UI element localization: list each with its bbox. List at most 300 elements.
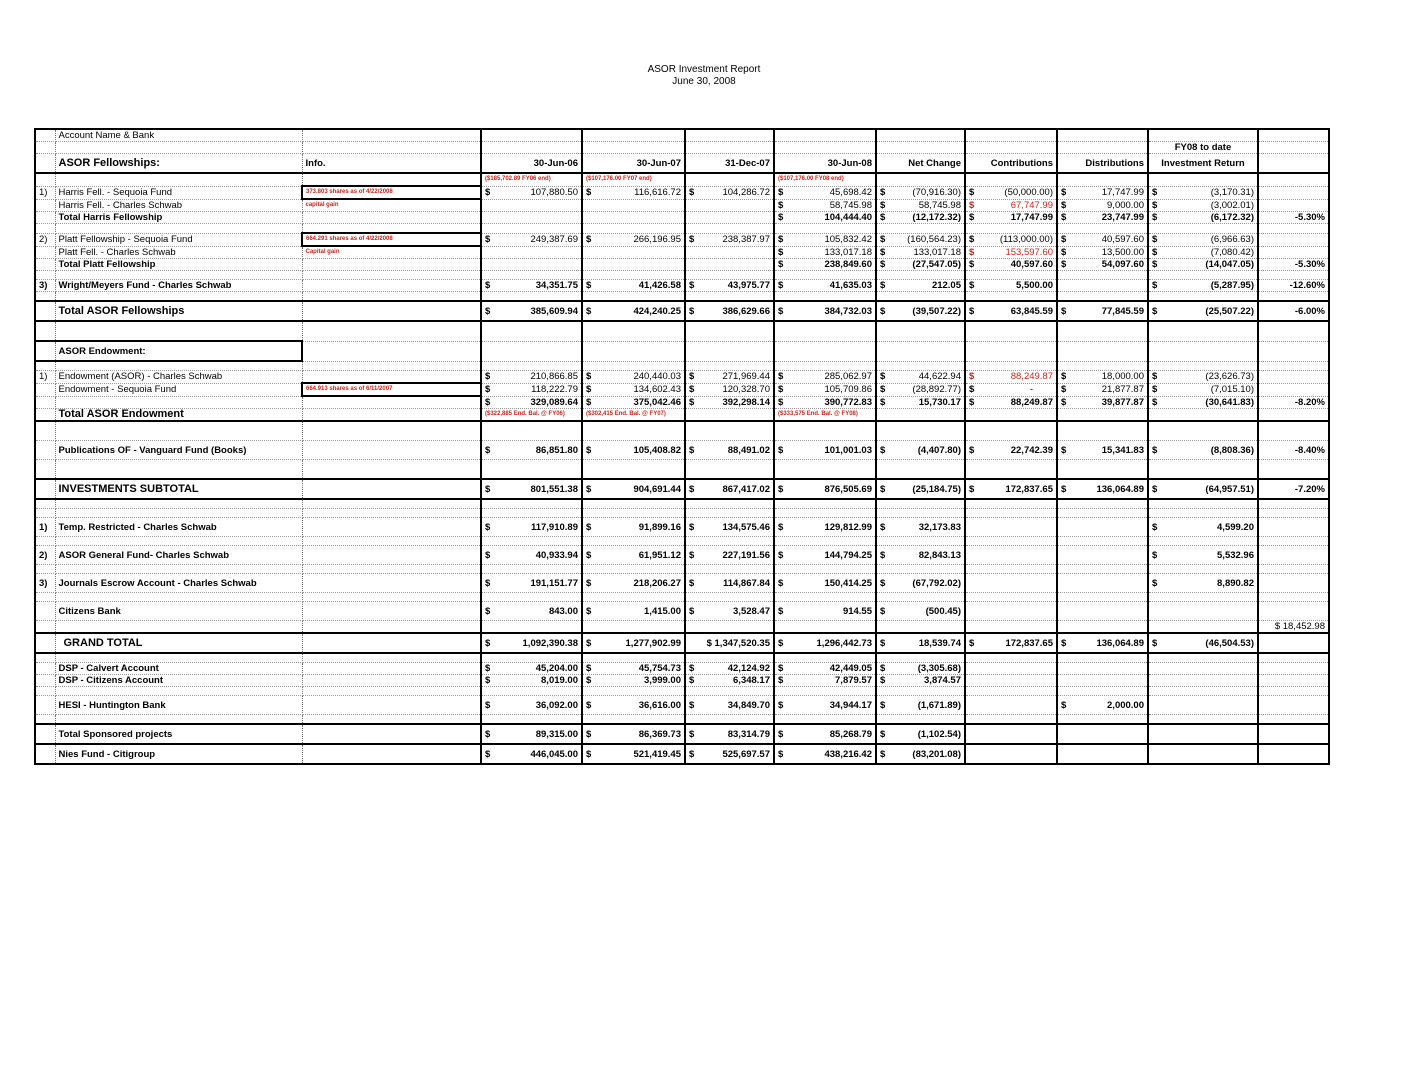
dollar-sign: $ <box>778 521 784 533</box>
cell-value: (5,287.95) <box>1210 280 1254 291</box>
table-cell <box>685 199 774 212</box>
table-cell <box>35 565 55 574</box>
cell-value: (6,172.32) <box>1210 212 1254 223</box>
dollar-sign: $ <box>969 396 975 408</box>
table-cell <box>965 593 1057 602</box>
table-cell <box>685 142 774 154</box>
note-fy06: ($185,702.89 FY06 end) <box>481 173 582 186</box>
dollar-sign: $ <box>1152 483 1158 495</box>
table-row <box>35 518 1329 537</box>
cell-value: 384,732.03 <box>824 305 872 317</box>
table-cell <box>1057 173 1148 186</box>
cell-value: 41,635.03 <box>829 280 872 291</box>
cell-value: 249,387.69 <box>530 234 578 245</box>
table-cell <box>965 696 1057 715</box>
table-cell <box>685 696 774 715</box>
table-cell <box>1258 715 1329 725</box>
table-cell <box>1258 460 1329 480</box>
table-cell <box>302 341 481 361</box>
table-cell <box>965 233 1057 246</box>
table-cell <box>876 292 965 302</box>
table-cell <box>876 675 965 687</box>
table-cell <box>774 460 876 480</box>
dollar-sign: $ <box>1152 199 1158 211</box>
dollar-sign: $ <box>689 396 695 408</box>
table-cell <box>1148 602 1258 621</box>
table-cell <box>1148 460 1258 480</box>
col-31dec07: 31-Dec-07 <box>685 154 774 174</box>
table-cell <box>685 460 774 480</box>
dollar-sign: $ <box>880 259 886 270</box>
table-cell <box>302 744 481 764</box>
dollar-sign: $ <box>880 212 886 223</box>
cell-value: 2,000.00 <box>1107 699 1144 711</box>
dollar-sign: $ <box>1152 234 1158 245</box>
table-cell <box>685 212 774 224</box>
table-cell <box>302 653 481 663</box>
cell-value: 392,298.14 <box>722 396 770 408</box>
table-cell: ASOR General Fund- Charles Schwab <box>55 546 302 565</box>
dollar-sign: $ <box>1152 396 1158 408</box>
table-cell <box>481 546 582 565</box>
table-cell: 3) <box>35 280 55 292</box>
table-cell: Total Platt Fellowship <box>55 259 302 271</box>
cell-value: 390,772.83 <box>824 396 872 408</box>
table-cell <box>1148 744 1258 764</box>
table-cell <box>774 715 876 725</box>
dollar-sign: $ <box>586 187 592 198</box>
cell-value: 83,314.79 <box>727 728 770 740</box>
cell-value: 89,315.00 <box>535 728 578 740</box>
table-row <box>35 574 1329 593</box>
cell-value: 85,268.79 <box>829 728 872 740</box>
dollar-sign: $ <box>778 199 784 211</box>
dollar-sign: $ <box>778 699 784 711</box>
cell-value: 133,017.18 <box>824 246 872 258</box>
spacer-row <box>35 537 1329 546</box>
dollar-sign: $ <box>778 384 784 395</box>
table-cell <box>582 621 685 634</box>
table-cell <box>1057 715 1148 725</box>
table-cell <box>302 593 481 602</box>
table-cell <box>582 199 685 212</box>
table-row <box>35 441 1329 460</box>
table-row <box>35 744 1329 764</box>
table-cell <box>1258 744 1329 764</box>
table-cell: Total Sponsored projects <box>55 724 302 744</box>
table-cell <box>876 371 965 384</box>
table-row <box>35 233 1329 246</box>
table-cell <box>302 675 481 687</box>
dollar-sign: $ <box>969 280 975 291</box>
cell-value: 41,426.58 <box>638 280 681 291</box>
dollar-sign: $ <box>586 605 592 617</box>
table-cell <box>481 687 582 696</box>
fellowships-header: ASOR Fellowships: <box>55 154 302 174</box>
col-30jun08: 30-Jun-08 <box>774 154 876 174</box>
table-cell <box>582 499 685 509</box>
dollar-sign: $ <box>969 637 975 649</box>
table-cell <box>302 271 481 280</box>
dollar-sign: $ <box>485 280 491 291</box>
table-cell <box>876 633 965 653</box>
table-cell <box>1258 321 1329 341</box>
cell-value: 136,064.89 <box>1096 483 1144 495</box>
table-cell <box>965 744 1057 764</box>
table-cell <box>1148 509 1258 518</box>
dollar-sign: $ <box>485 699 491 711</box>
table-cell <box>685 383 774 396</box>
table-cell <box>582 421 685 441</box>
table-cell <box>1258 509 1329 518</box>
cell-value: 285,062.97 <box>824 371 872 383</box>
table-cell <box>1258 233 1329 246</box>
info-header: Info. <box>302 154 481 174</box>
table-cell <box>481 593 582 602</box>
table-cell: GRAND TOTAL <box>55 633 302 653</box>
table-cell <box>774 621 876 634</box>
table-cell <box>55 142 302 154</box>
header-row-1 <box>35 129 1329 142</box>
table-cell <box>302 715 481 725</box>
table-cell <box>1148 574 1258 593</box>
cell-value: 17,747.99 <box>1101 187 1144 198</box>
table-cell <box>1057 129 1148 142</box>
table-cell <box>774 199 876 212</box>
table-cell <box>774 292 876 302</box>
cell-value: 144,794.25 <box>824 549 872 561</box>
cell-value: 1,415.00 <box>644 605 681 617</box>
table-cell: 1) <box>35 371 55 384</box>
dollar-sign: $ <box>778 305 784 317</box>
cell-value: 1,277,902.99 <box>625 637 681 649</box>
table-cell <box>1057 546 1148 565</box>
dollar-sign: $ <box>969 234 975 245</box>
spacer-row <box>35 271 1329 280</box>
table-row <box>35 621 1329 634</box>
table-cell <box>1258 696 1329 715</box>
table-cell <box>35 602 55 621</box>
table-cell <box>1057 341 1148 361</box>
table-cell <box>1057 301 1148 321</box>
table-cell <box>1148 271 1258 280</box>
cell-value: 1,092,390.38 <box>522 637 578 649</box>
cell-value: (4,407.80) <box>917 444 961 456</box>
table-cell <box>55 715 302 725</box>
table-cell <box>582 602 685 621</box>
dollar-sign: $ <box>586 637 592 649</box>
table-cell <box>685 280 774 292</box>
table-cell <box>302 259 481 271</box>
table-cell <box>1148 663 1258 675</box>
table-cell <box>1057 565 1148 574</box>
dollar-sign: $ <box>485 577 491 589</box>
table-cell <box>582 574 685 593</box>
cell-value: 5,500.00 <box>1016 280 1053 291</box>
table-cell <box>481 696 582 715</box>
table-cell <box>1057 593 1148 602</box>
table-cell <box>876 129 965 142</box>
table-cell <box>35 593 55 602</box>
cell-value: 13,500.00 <box>1101 246 1144 258</box>
table-cell <box>685 259 774 271</box>
dollar-sign: $ <box>1061 483 1067 495</box>
dollar-sign: $ <box>1152 371 1158 383</box>
table-cell: $ 18,452.98 <box>1258 621 1329 634</box>
cell-value: 61,951.12 <box>638 549 681 561</box>
cell-value: 43,975.77 <box>727 280 770 291</box>
cell-value: 45,698.42 <box>829 187 872 198</box>
table-cell <box>1057 224 1148 234</box>
table-cell <box>1258 224 1329 234</box>
cell-value: 3,999.00 <box>644 675 681 686</box>
note-fy08: ($107,176.00 FY08 end) <box>774 173 876 186</box>
table-cell <box>302 518 481 537</box>
table-row <box>35 724 1329 744</box>
table-cell <box>1258 409 1329 422</box>
table-row <box>35 546 1329 565</box>
table-cell <box>1057 259 1148 271</box>
col-investment-return: Investment Return <box>1148 154 1258 174</box>
table-cell <box>302 361 481 371</box>
dollar-sign: $ <box>689 577 695 589</box>
table-cell: Nies Fund - Citigroup <box>55 744 302 764</box>
table-cell <box>582 341 685 361</box>
table-cell <box>35 129 55 142</box>
table-cell <box>876 246 965 259</box>
table-row <box>35 186 1329 199</box>
table-cell <box>582 724 685 744</box>
dollar-sign: $ <box>778 259 784 270</box>
table-cell <box>582 441 685 460</box>
table-cell <box>35 383 55 396</box>
table-cell <box>1057 186 1148 199</box>
table-cell <box>965 509 1057 518</box>
dollar-sign: $ <box>689 699 695 711</box>
table-cell <box>965 602 1057 621</box>
table-cell <box>965 663 1057 675</box>
table-cell <box>1258 199 1329 212</box>
cell-value: 5,532.96 <box>1217 549 1254 561</box>
table-cell <box>302 129 481 142</box>
dollar-sign: $ <box>1152 305 1158 317</box>
table-cell <box>1057 479 1148 499</box>
table-cell <box>1258 724 1329 744</box>
table-cell <box>55 292 302 302</box>
table-cell <box>1057 199 1148 212</box>
table-cell <box>1148 565 1258 574</box>
table-cell <box>1258 687 1329 696</box>
table-cell <box>965 280 1057 292</box>
table-cell <box>1057 744 1148 764</box>
dollar-sign: $ <box>880 675 886 686</box>
table-cell <box>35 224 55 234</box>
table-cell <box>685 509 774 518</box>
table-cell: Capital gain <box>302 246 481 259</box>
table-cell <box>876 546 965 565</box>
dollar-sign: $ <box>485 305 491 317</box>
table-cell <box>774 271 876 280</box>
dollar-sign: $ <box>880 521 886 533</box>
dollar-sign: $ <box>969 444 975 456</box>
table-cell <box>302 409 481 422</box>
table-cell: ($333,575 End. Bal. @ FY08) <box>774 409 876 422</box>
table-cell <box>965 383 1057 396</box>
dollar-sign: $ <box>880 305 886 317</box>
dollar-sign: $ <box>586 396 592 408</box>
table-cell <box>685 341 774 361</box>
table-cell <box>481 537 582 546</box>
table-cell <box>582 518 685 537</box>
dollar-sign: $ <box>880 371 886 383</box>
table-cell <box>965 460 1057 480</box>
table-cell <box>774 371 876 384</box>
table-cell <box>302 687 481 696</box>
dollar-sign: $ <box>689 663 695 674</box>
table-cell <box>481 421 582 441</box>
table-cell <box>55 224 302 234</box>
dollar-sign: $ <box>586 748 592 760</box>
dollar-sign: $ <box>778 396 784 408</box>
cell-value: 867,417.02 <box>722 483 770 495</box>
spacer-row <box>35 292 1329 302</box>
table-cell <box>876 383 965 396</box>
dollar-sign: $ <box>586 371 592 383</box>
cell-value: (6,966.63) <box>1210 234 1254 245</box>
table-cell <box>876 663 965 675</box>
cell-value: (8,808.36) <box>1210 444 1254 456</box>
cell-value: 104,444.40 <box>824 212 872 223</box>
table-cell <box>965 292 1057 302</box>
table-cell: -12.60% <box>1258 280 1329 292</box>
dollar-sign: $ <box>778 280 784 291</box>
table-cell <box>965 621 1057 634</box>
dollar-sign: $ <box>880 444 886 456</box>
table-cell <box>1057 460 1148 480</box>
dollar-sign: $ <box>1152 637 1158 649</box>
table-cell <box>55 509 302 518</box>
cell-value: 118,222.79 <box>531 384 578 395</box>
cell-value: 23,747.99 <box>1101 212 1144 223</box>
dollar-sign: $ <box>689 234 695 245</box>
table-row <box>35 602 1329 621</box>
dollar-sign: $ <box>586 305 592 317</box>
col-30jun07: 30-Jun-07 <box>582 154 685 174</box>
table-cell <box>582 186 685 199</box>
cell-value: (70,916.30) <box>912 187 961 198</box>
table-cell <box>876 565 965 574</box>
table-cell <box>35 744 55 764</box>
table-cell <box>582 546 685 565</box>
table-cell <box>685 246 774 259</box>
table-cell <box>1148 633 1258 653</box>
table-cell <box>965 441 1057 460</box>
table-cell <box>582 212 685 224</box>
table-cell <box>302 509 481 518</box>
table-row <box>35 479 1329 499</box>
table-cell <box>481 621 582 634</box>
table-cell <box>55 653 302 663</box>
cell-value: 525,697.57 <box>722 748 770 760</box>
table-cell <box>1148 173 1258 186</box>
table-cell <box>481 259 582 271</box>
table-cell <box>481 499 582 509</box>
table-cell <box>876 233 965 246</box>
table-cell <box>685 479 774 499</box>
header-row-3 <box>35 154 1329 174</box>
table-cell <box>685 292 774 302</box>
table-cell <box>685 593 774 602</box>
cell-value: 843.00 <box>548 605 578 617</box>
table-cell: 2) <box>35 546 55 565</box>
table-row <box>35 280 1329 292</box>
table-cell <box>1258 361 1329 371</box>
dollar-sign: $ <box>969 259 975 270</box>
table-cell <box>1258 271 1329 280</box>
table-cell <box>1148 653 1258 663</box>
cell-value: 120,328.70 <box>722 384 770 395</box>
dollar-sign: $ <box>1152 187 1158 198</box>
table-cell <box>965 633 1057 653</box>
table-cell <box>774 142 876 154</box>
table-cell <box>35 460 55 480</box>
spacer-row <box>35 687 1329 696</box>
table-cell: INVESTMENTS SUBTOTAL <box>55 479 302 499</box>
dollar-sign: $ <box>586 384 592 395</box>
table-cell <box>1148 246 1258 259</box>
cell-value: 44,622.94 <box>918 371 961 383</box>
table-cell <box>1258 602 1329 621</box>
table-cell: -7.20% <box>1258 479 1329 499</box>
dollar-sign: $ <box>689 675 695 686</box>
cell-value: 9,000.00 <box>1107 199 1144 211</box>
cell-value: 34,849.70 <box>727 699 770 711</box>
table-cell <box>685 574 774 593</box>
table-cell <box>876 321 965 341</box>
fy-header-top: FY08 to date <box>1148 142 1258 154</box>
table-cell <box>876 509 965 518</box>
table-cell <box>876 687 965 696</box>
table-cell <box>35 715 55 725</box>
table-cell <box>965 409 1057 422</box>
table-cell <box>302 546 481 565</box>
table-cell <box>1258 593 1329 602</box>
table-cell <box>1148 593 1258 602</box>
table-cell <box>582 744 685 764</box>
table-cell <box>582 460 685 480</box>
dollar-sign: $ <box>485 521 491 533</box>
table-row <box>35 409 1329 422</box>
table-cell <box>35 509 55 518</box>
report-title-text: ASOR Investment Report <box>647 64 761 75</box>
dollar-sign: $ <box>1061 234 1067 245</box>
table-cell <box>965 421 1057 441</box>
table-cell <box>481 301 582 321</box>
dollar-sign: $ <box>778 748 784 760</box>
cell-value: 22,742.39 <box>1010 444 1053 456</box>
table-cell <box>582 233 685 246</box>
cell-value: 153,597.60 <box>1005 246 1053 258</box>
table-cell <box>876 574 965 593</box>
table-cell <box>582 371 685 384</box>
dollar-sign: $ <box>969 483 975 495</box>
table-cell <box>1148 341 1258 361</box>
table-cell <box>1148 518 1258 537</box>
spacer-row <box>35 361 1329 371</box>
table-row <box>35 259 1329 271</box>
table-cell <box>35 212 55 224</box>
cell-value: (25,184.75) <box>912 483 961 495</box>
